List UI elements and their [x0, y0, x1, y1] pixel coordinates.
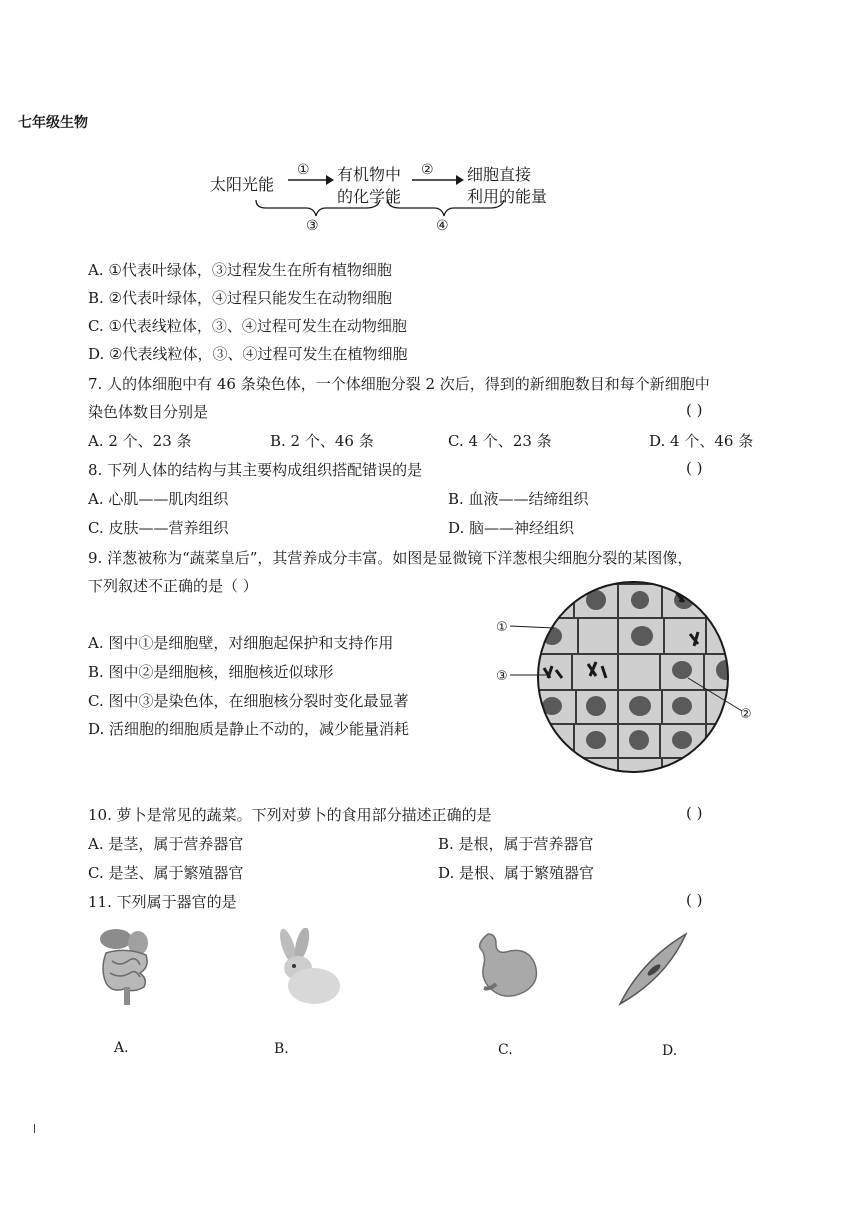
q9-stem-line2: 下列叙述不正确的是（ ） [88, 577, 258, 595]
flow-node-chemical-line1: 有机物中 [337, 165, 402, 184]
q7-answer-paren: ( ) [686, 401, 703, 419]
q10-option-d: D. 是根、属于繁殖器官 [438, 864, 595, 882]
micrograph-label-3: ③ [496, 669, 508, 684]
page-edge-mark [34, 1124, 35, 1133]
q11-letter-a: A. [114, 1040, 129, 1056]
micrograph-label-2: ② [740, 707, 752, 722]
q10-option-c: C. 是茎、属于繁殖器官 [88, 864, 244, 882]
flow-arrow1-label: ① [297, 162, 310, 178]
q6-option-c: C. ①代表线粒体，③、④过程可发生在动物细胞 [88, 317, 407, 335]
q6-option-a: A. ①代表叶绿体，③过程发生在所有植物细胞 [88, 261, 392, 279]
q8-option-c: C. 皮肤——营养组织 [88, 519, 229, 537]
rabbit-image [268, 928, 348, 1008]
q8-option-d: D. 脑——神经组织 [448, 519, 575, 537]
flow-arrow2-label: ② [421, 162, 434, 178]
q7-option-d: D. 4 个、46 条 [649, 432, 754, 450]
muscle-cell-image [614, 930, 690, 1010]
q11-letter-c: C. [498, 1042, 513, 1058]
flow-arrow1 [286, 172, 336, 186]
q9-stem-line1: 9. 洋葱被称为“蔬菜皇后”，其营养成分丰富。如图是显微镜下洋葱根尖细胞分裂的某图像， [88, 549, 693, 567]
flow-node-atp-line1: 细胞直接 [467, 165, 532, 184]
q11-letter-b: B. [274, 1041, 289, 1057]
q10-option-a: A. 是茎，属于营养器官 [88, 835, 244, 853]
q7-stem-line1: 7. 人的体细胞中有 46 条染色体，一个体细胞分裂 2 次后，得到的新细胞数目和每个新细胞中 [88, 375, 710, 393]
micrograph-label-1: ① [496, 620, 508, 635]
page-header: 七年级生物 [18, 115, 88, 131]
q11-letter-d: D. [662, 1043, 678, 1059]
q6-option-b: B. ②代表叶绿体，④过程只能发生在动物细胞 [88, 289, 393, 307]
q6-option-d: D. ②代表线粒体，③、④过程可发生在植物细胞 [88, 345, 408, 363]
flow-arrow2 [410, 172, 466, 186]
q9-option-a: A. 图中①是细胞壁，对细胞起保护和支持作用 [88, 634, 394, 652]
q7-option-b: B. 2 个、46 条 [270, 432, 374, 450]
q8-stem: 8. 下列人体的结构与其主要构成组织搭配错误的是 [88, 461, 423, 479]
flow-node-sunlight: 太阳光能 [210, 175, 275, 194]
q10-option-b: B. 是根，属于营养器官 [438, 835, 594, 853]
q9-option-b: B. 图中②是细胞核，细胞核近似球形 [88, 663, 334, 681]
q7-stem-line2: 染色体数目分别是 [88, 403, 209, 421]
q11-answer-paren: ( ) [686, 891, 703, 909]
onion-root-tip-micrograph [492, 578, 752, 778]
flow-node-atp-line2: 利用的能量 [467, 187, 548, 206]
q8-option-a: A. 心肌——肌肉组织 [88, 490, 229, 508]
q10-stem: 10. 萝卜是常见的蔬菜。下列对萝卜的食用部分描述正确的是 [88, 806, 492, 824]
q7-option-c: C. 4 个、23 条 [448, 432, 552, 450]
flow-braces [254, 198, 544, 220]
flow-brace1-label: ③ [306, 218, 319, 234]
q8-option-b: B. 血液——结缔组织 [448, 490, 589, 508]
q7-option-a: A. 2 个、23 条 [88, 432, 192, 450]
q10-answer-paren: ( ) [686, 804, 703, 822]
q9-option-c: C. 图中③是染色体，在细胞核分裂时变化最显著 [88, 692, 409, 710]
flow-node-chemical-line2: 的化学能 [337, 187, 402, 206]
q11-stem: 11. 下列属于器官的是 [88, 893, 237, 911]
q9-option-d: D. 活细胞的细胞质是静止不动的，减少能量消耗 [88, 720, 410, 738]
stomach-image [474, 930, 544, 1000]
flow-brace2-label: ④ [436, 218, 449, 234]
q8-answer-paren: ( ) [686, 459, 703, 477]
digestive-system-image [94, 925, 160, 1009]
